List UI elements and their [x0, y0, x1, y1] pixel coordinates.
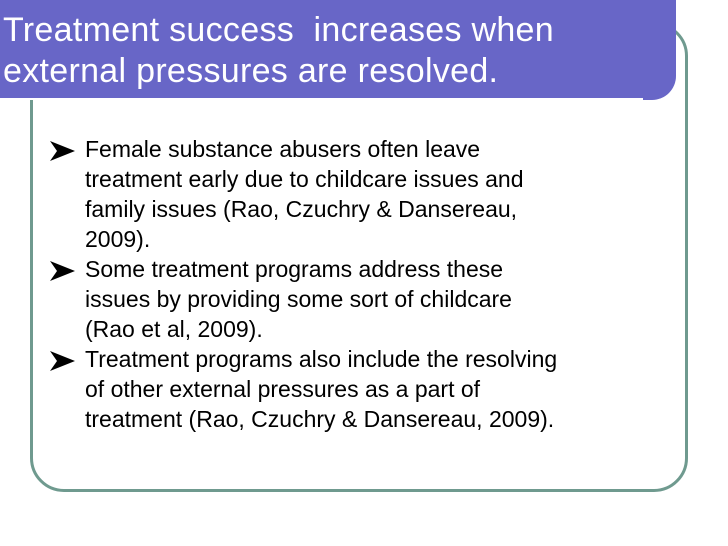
bullet-item-childcare-programs [48, 254, 684, 344]
bullet-list [48, 134, 684, 434]
bullet-line: Female substance abusers often leave [85, 136, 481, 162]
bullet-line: Some treatment programs address these [85, 256, 504, 282]
bullet-item-external-pressures [48, 344, 684, 434]
title-line-1: Treatment success increases when [3, 11, 554, 49]
bullet-line: treatment early due to childcare issues and [85, 166, 524, 192]
arrowhead-bullet-icon [48, 254, 78, 284]
bullet-line: treatment (Rao, Czuchry & Dansereau, 2009). [85, 406, 555, 432]
title-underline [0, 98, 643, 100]
bullet-line: Treatment programs also include the resolving [85, 346, 558, 372]
bullet-line: (Rao et al, 2009). [85, 316, 263, 342]
bullet-line: family issues (Rao, Czuchry & Dansereau, [85, 196, 518, 222]
title-bar [0, 0, 676, 100]
bullet-item-childcare-issues [48, 134, 684, 254]
arrowhead-bullet-icon [48, 344, 78, 374]
bullet-line: of other external pressures as a part of [85, 376, 481, 402]
arrowhead-bullet-icon [48, 134, 78, 164]
bullet-line: 2009). [85, 226, 151, 252]
bullet-line: issues by providing some sort of childcare [85, 286, 512, 312]
title-line-2: external pressures are resolved. [3, 52, 499, 90]
slide-title [3, 10, 663, 92]
